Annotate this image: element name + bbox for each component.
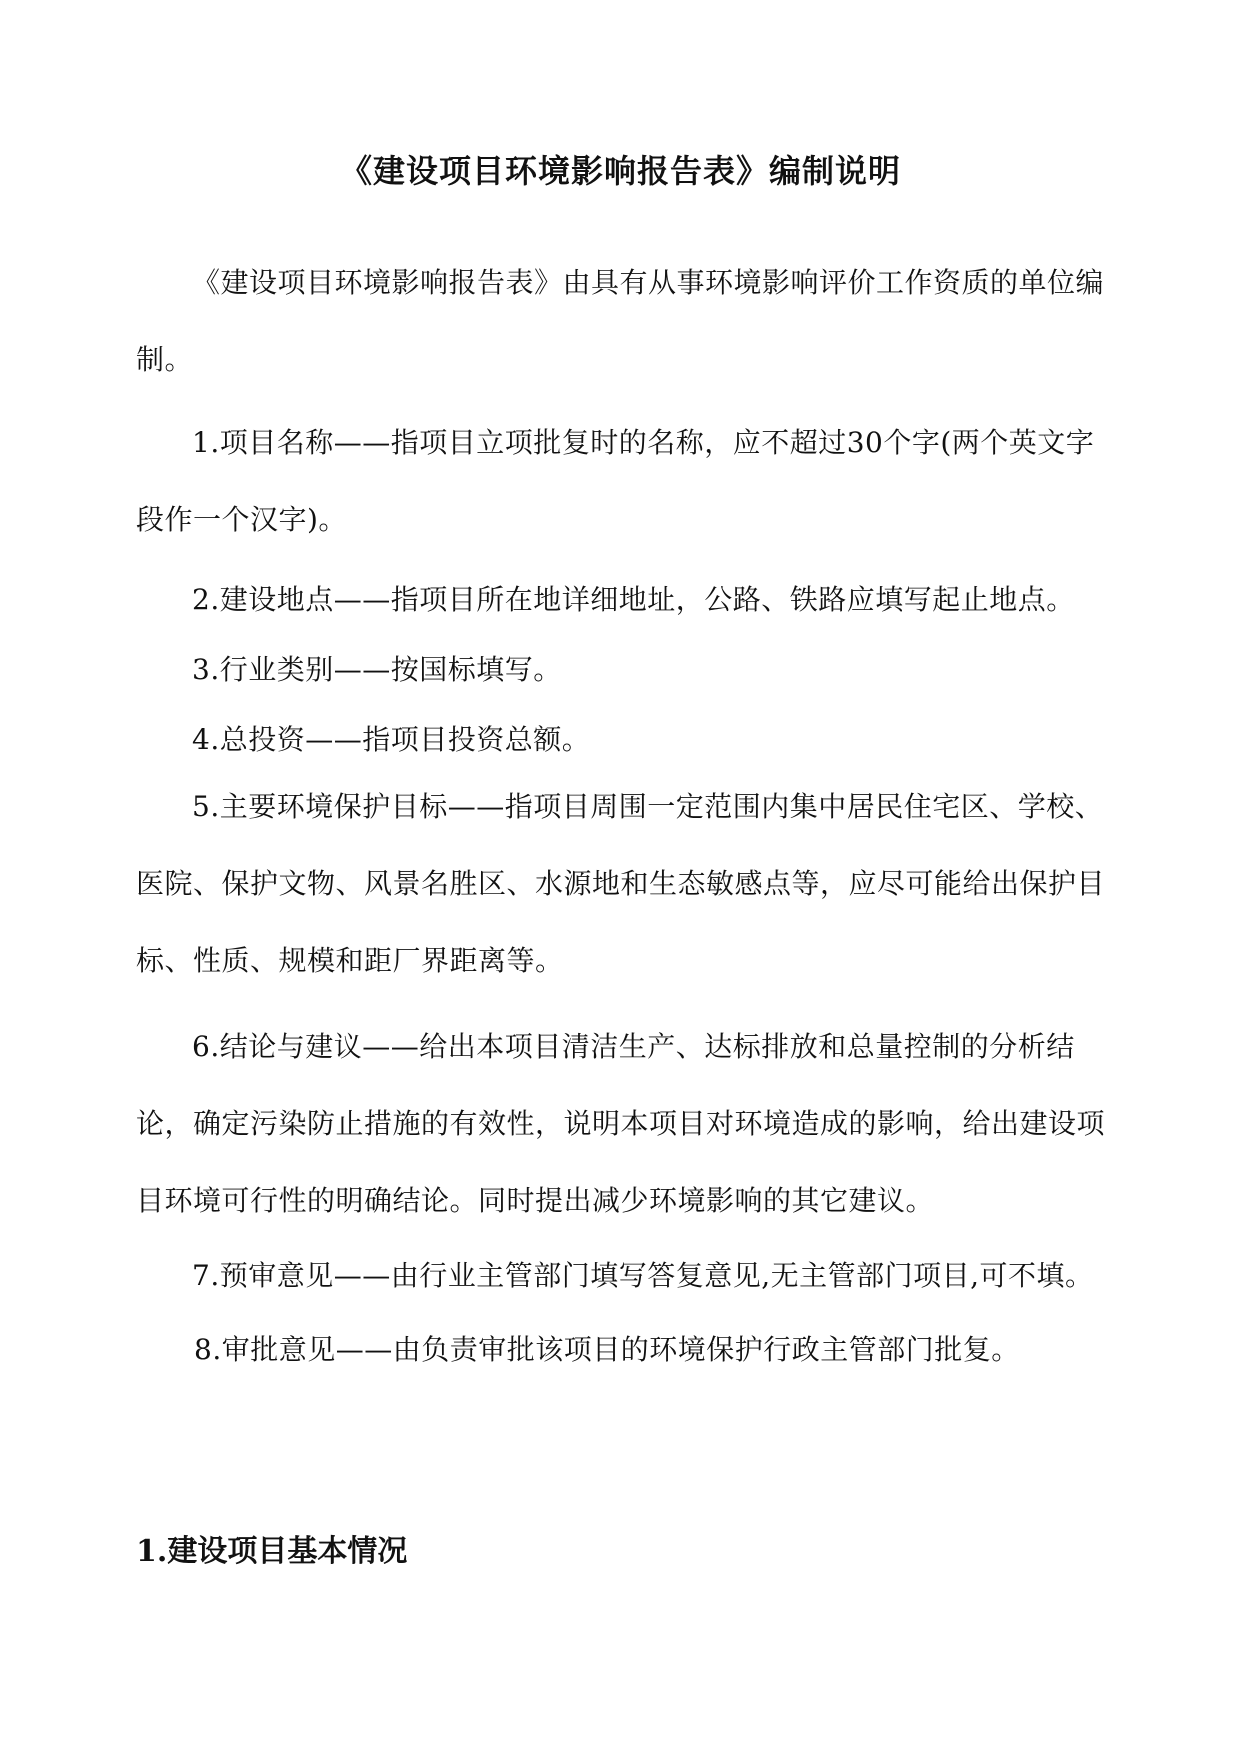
- intro-paragraph: 《建设项目环境影响报告表》由具有从事环境影响评价工作资质的单位编制。: [136, 266, 1105, 376]
- document-title: 《建设项目环境影响报告表》编制说明: [339, 152, 901, 190]
- item-protection-targets: 5.主要环境保护目标——指项目周围一定范围内集中居民住宅区、学校、医院、保护文物、风景名胜区、水源地和生态敏感点等，应尽可能给出保护目标、性质、规模和距厂界距离等。: [136, 790, 1106, 977]
- item-conclusion: 6.结论与建议——给出本项目清洁生产、达标排放和总量控制的分析结论，确定污染防止措施的有效性，说明本项目对环境造成的影响，给出建设项目环境可行性的明确结论。同时提出减少环境影响的其它建议。: [136, 1030, 1106, 1217]
- section-heading: 1.建设项目基本情况: [136, 1534, 408, 1569]
- item-location: 2.建设地点——指项目所在地详细地址，公路、铁路应填写起止地点。: [192, 583, 1075, 616]
- item-project-name: 1.项目名称——指项目立项批复时的名称，应不超过30个字(两个英文字段作一个汉字)。: [136, 426, 1095, 536]
- item-industry: 3.行业类别——按国标填写。: [192, 653, 562, 686]
- item-investment: 4.总投资——指项目投资总额。: [192, 723, 591, 756]
- item-approval: 8.审批意见——由负责审批该项目的环境保护行政主管部门批复。: [194, 1333, 1020, 1366]
- item-preliminary-review: 7.预审意见——由行业主管部门填写答复意见,无主管部门项目,可不填。: [192, 1259, 1094, 1292]
